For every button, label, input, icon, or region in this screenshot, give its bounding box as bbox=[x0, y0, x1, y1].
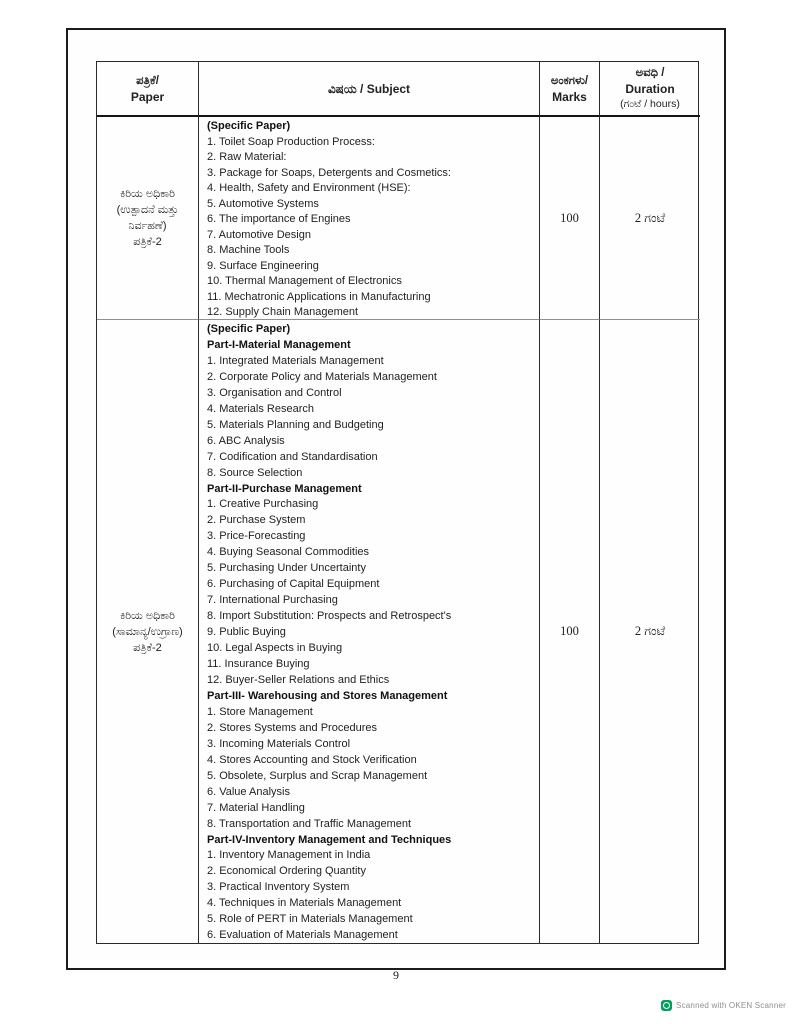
header-cell-subject bbox=[199, 62, 540, 117]
subject-line: Part-I-Material Management bbox=[207, 338, 351, 351]
subject-line: 12. Buyer-Seller Relations and Ethics bbox=[207, 673, 390, 686]
row1-subject-cell bbox=[199, 117, 540, 320]
subject-line: 1. Integrated Materials Management bbox=[207, 354, 384, 367]
subject-line: 6. The importance of Engines bbox=[207, 213, 351, 225]
subject-line: 7. Material Handling bbox=[207, 801, 305, 814]
subject-line: 7. Codification and Standardisation bbox=[207, 450, 378, 463]
subject-line: 1. Store Management bbox=[207, 705, 313, 718]
paper-title-line: ಕಿರಿಯ ಅಧಿಕಾರಿ bbox=[120, 609, 175, 622]
subject-line: 6. Value Analysis bbox=[207, 785, 290, 798]
subject-line: 4. Stores Accounting and Stock Verification bbox=[207, 753, 417, 766]
row1-duration-cell bbox=[600, 117, 700, 320]
subject-line: 8. Import Substitution: Prospects and Retrospect's bbox=[207, 610, 452, 623]
paper-title-line: ಪತ್ರಿಕೆ-2 bbox=[133, 236, 162, 248]
oken-scanner-icon bbox=[661, 1000, 672, 1011]
subject-line: 8. Transportation and Traffic Management bbox=[207, 817, 412, 830]
header-paper-english: Paper bbox=[130, 89, 165, 104]
header-subject-label: ವಿಷಯ / Subject bbox=[327, 81, 411, 96]
subject-line: 3. Organisation and Control bbox=[207, 386, 342, 399]
subject-line: 3. Price-Forecasting bbox=[207, 530, 306, 543]
subject-line: 2. Stores Systems and Procedures bbox=[207, 721, 377, 734]
subject-line: 8. Source Selection bbox=[207, 466, 303, 479]
row2-paper-title bbox=[97, 320, 198, 943]
row1-marks-cell bbox=[540, 117, 600, 320]
paper-title-line: ಕಿರಿಯ ಅಧಿಕಾರಿ bbox=[120, 188, 175, 200]
row2-marks-value: 100 bbox=[560, 624, 579, 638]
subject-line: 3. Package for Soaps, Detergents and Cosmetics: bbox=[207, 166, 451, 179]
subject-line: 12. Supply Chain Management bbox=[207, 306, 359, 318]
subject-line: 7. Automotive Design bbox=[207, 228, 311, 241]
subject-line: Part-IV-Inventory Management and Techniques bbox=[207, 833, 452, 846]
page-border-frame bbox=[66, 28, 726, 970]
row2-paper-cell bbox=[97, 320, 199, 943]
subject-line: 6. ABC Analysis bbox=[207, 434, 285, 447]
subject-line: Part-III- Warehousing and Stores Management bbox=[207, 689, 448, 702]
subject-line: 4. Materials Research bbox=[207, 402, 314, 415]
subject-line: 8. Machine Tools bbox=[207, 244, 290, 256]
subject-line: (Specific Paper) bbox=[207, 323, 291, 335]
subject-line: 1. Toilet Soap Production Process: bbox=[207, 135, 375, 148]
header-cell-duration bbox=[600, 62, 700, 117]
subject-line: (Specific Paper) bbox=[207, 120, 291, 132]
subject-line: 5. Automotive Systems bbox=[207, 197, 319, 210]
subject-line: 3. Practical Inventory System bbox=[207, 881, 350, 894]
subject-line: 11. Insurance Buying bbox=[207, 658, 310, 671]
subject-line: 4. Health, Safety and Environment (HSE): bbox=[207, 182, 411, 194]
subject-line: 10. Legal Aspects in Buying bbox=[207, 642, 343, 655]
header-marks-kannada: ಅಂಕಗಳು/ bbox=[550, 74, 589, 87]
subject-line: 6. Evaluation of Materials Management bbox=[207, 929, 398, 942]
subject-line: 9. Public Buying bbox=[207, 626, 286, 639]
subject-line: 4. Techniques in Materials Management bbox=[207, 897, 402, 910]
header-duration-units: (ಗಂಟೆ / hours) bbox=[620, 98, 680, 110]
subject-line: 2. Corporate Policy and Materials Management bbox=[207, 370, 437, 383]
header-duration-english: Duration bbox=[625, 82, 675, 96]
scanner-badge-label: Scanned with OKEN Scanner bbox=[676, 1001, 786, 1010]
paper-title-line: (ಸಾಮಾನ್ಯ/ಉಗ್ರಾಣ) bbox=[112, 625, 183, 638]
header-marks-english: Marks bbox=[552, 89, 587, 104]
subject-line: 3. Incoming Materials Control bbox=[207, 737, 351, 750]
header-paper-kannada: ಪತ್ರಿಕೆ/ bbox=[136, 74, 159, 87]
header-duration-kannada: ಅವಧಿ / bbox=[635, 67, 665, 79]
subject-line: 5. Role of PERT in Materials Management bbox=[207, 913, 413, 926]
header-cell-marks bbox=[540, 62, 600, 117]
row2-duration-cell bbox=[600, 320, 700, 943]
subject-line: 1. Creative Purchasing bbox=[207, 498, 319, 511]
header-cell-paper bbox=[97, 62, 199, 117]
row1-duration-value: 2 ಗಂಟೆ bbox=[634, 210, 666, 225]
subject-line: 11. Mechatronic Applications in Manufacturing bbox=[207, 290, 431, 303]
subject-line: 5. Obsolete, Surplus and Scrap Management bbox=[207, 769, 428, 782]
subject-line: 10. Thermal Management of Electronics bbox=[207, 275, 402, 287]
subject-line: Part-II-Purchase Management bbox=[207, 482, 362, 495]
paper-title-line: (ಉತ್ಪಾದನೆ ಮತ್ತು bbox=[116, 204, 179, 216]
subject-line: 1. Inventory Management in India bbox=[207, 849, 371, 862]
row1-paper-cell bbox=[97, 117, 199, 320]
subject-line: 4. Buying Seasonal Commodities bbox=[207, 546, 370, 559]
subject-line: 2. Raw Material: bbox=[207, 151, 287, 163]
row2-duration-value: 2 ಗಂಟೆ bbox=[634, 624, 666, 638]
row1-marks-value: 100 bbox=[560, 210, 579, 225]
subject-line: 9. Surface Engineering bbox=[207, 259, 319, 272]
row1-paper-title bbox=[97, 117, 198, 319]
syllabus-table bbox=[96, 61, 699, 944]
row2-marks-cell bbox=[540, 320, 600, 943]
subject-line: 2. Economical Ordering Quantity bbox=[207, 865, 366, 878]
scanner-badge bbox=[661, 1000, 786, 1011]
page-number: 9 bbox=[393, 968, 399, 982]
paper-title-line: ಪತ್ರಿಕೆ-2 bbox=[133, 641, 162, 654]
subject-line: 2. Purchase System bbox=[207, 514, 306, 527]
paper-title-line: ನಿರ್ವಹಣೆ) bbox=[128, 220, 167, 232]
subject-line: 5. Purchasing Under Uncertainty bbox=[207, 562, 366, 575]
subject-line: 5. Materials Planning and Budgeting bbox=[207, 418, 384, 431]
row2-subject-cell bbox=[199, 320, 540, 943]
subject-line: 7. International Purchasing bbox=[207, 594, 338, 607]
subject-line: 6. Purchasing of Capital Equipment bbox=[207, 578, 380, 591]
